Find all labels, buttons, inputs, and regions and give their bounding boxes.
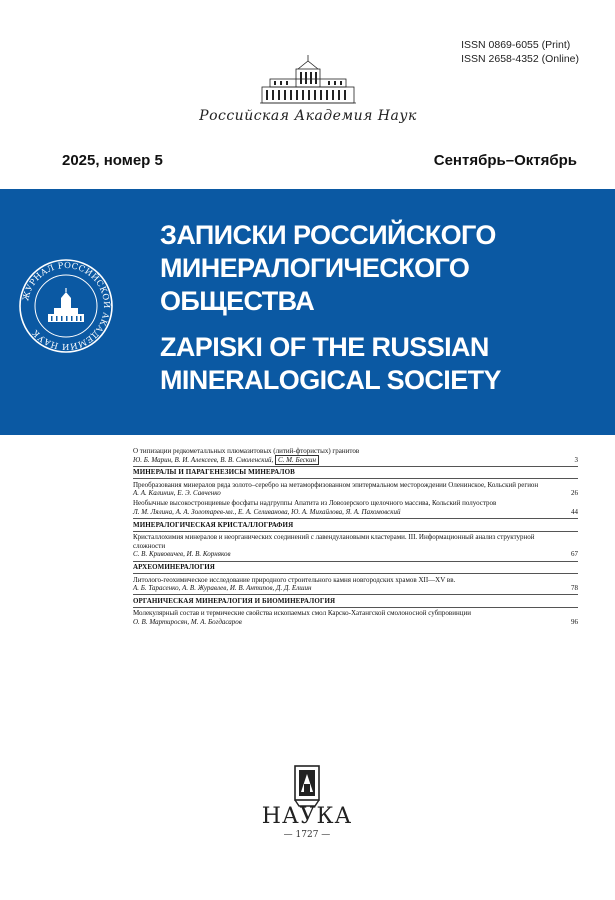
- journal-title-en: [160, 331, 501, 397]
- toc-article-authors: А. Б. Тарасенко, А. В. Журавлев, И. В. Антипов, Д. Д. Елшин: [133, 584, 312, 593]
- title-ru-line-2: МИНЕРАЛОГИЧЕСКОГО: [160, 253, 470, 283]
- issn-online: ISSN 2658-4352 (Online): [461, 53, 579, 65]
- toc-article-title: Необычные высокостронциевые фосфаты надгруппы Апатита из Ловозерского щелочного массива, Кольский полуостров: [133, 499, 497, 508]
- toc-article-title: Молекулярный состав и термические свойства ископаемых смол Карско-Хатангской смолоносной субпровинции: [133, 609, 471, 618]
- toc-divider: [133, 573, 578, 574]
- toc-article-authors: С. В. Кривовичев, И. В. Корняков: [133, 550, 231, 559]
- toc-section-heading: МИНЕРАЛОГИЧЕСКАЯ КРИСТАЛЛОГРАФИЯ: [133, 520, 294, 529]
- toc-article-authors: О. В. Мартиросян, М. А. Богдасаров: [133, 618, 242, 626]
- toc-divider: [133, 518, 578, 519]
- building-icon: [258, 55, 358, 107]
- toc-page-number: 44: [571, 508, 578, 517]
- toc-article[interactable]: [133, 576, 578, 593]
- issn-block: [461, 38, 579, 66]
- issue-number: 2025, номер 5: [62, 152, 163, 169]
- nauka-logo-icon: [287, 762, 327, 808]
- toc-divider: [133, 466, 578, 467]
- toc-divider: [133, 594, 578, 595]
- toc-page-number: 3: [574, 455, 578, 464]
- toc-section-heading: ОРГАНИЧЕСКАЯ МИНЕРАЛОГИЯ И БИОМИНЕРАЛОГИЯ: [133, 596, 336, 605]
- toc-article[interactable]: [133, 533, 578, 559]
- toc-article-authors: Ю. Б. Марин, В. И. Алексеев, В. В. Смоленский, С. М. Бескин: [133, 456, 550, 465]
- toc-page-number: 26: [571, 489, 578, 498]
- title-en-line-1: ZAPISKI OF THE RUSSIAN: [160, 332, 489, 362]
- toc-article[interactable]: [133, 609, 578, 626]
- toc-author-boxed: С. М. Бескин: [275, 455, 319, 465]
- toc-divider: [133, 531, 578, 532]
- toc-section-heading: МИНЕРАЛЫ И ПАРАГЕНЕЗИСЫ МИНЕРАЛОВ: [133, 468, 295, 477]
- toc-article-authors: А. А. Калинин, Е. Э. Савченко: [133, 489, 221, 498]
- toc-article-title: О типизации редкометалльных плюмазитовых (литий-фтористых) гранитов: [133, 447, 360, 455]
- toc-divider: [133, 478, 578, 479]
- toc-section-heading: АРХЕОМИНЕРАЛОГИЯ: [133, 563, 215, 572]
- nauka-year: — 1727 —: [283, 830, 331, 840]
- svg-text:ЖУРНАЛ РОССИЙСКОЙ АКАДЕМИИ НАУ: ЖУРНАЛ РОССИЙСКОЙ АКАДЕМИИ НАУК: [20, 259, 113, 353]
- title-ru-line-3: ОБЩЕСТВА: [160, 286, 315, 316]
- toc-article-title: Литолого-геохимическое исследование природного строительного камня новгородских храмов XII—XV вв.: [133, 575, 456, 584]
- toc-article[interactable]: [133, 481, 578, 498]
- toc-article-title: Кристаллохимия минералов и неорганических соединений с лавендулановыми кластерами. III. Информационный анализ структурной сложности: [133, 533, 535, 550]
- nauka-name: НАУКА: [261, 804, 353, 829]
- toc-divider: [133, 561, 578, 562]
- toc-page-number: 78: [571, 584, 578, 593]
- toc-page-number: 67: [571, 550, 578, 559]
- issue-period: Сентябрь–Октябрь: [433, 152, 577, 169]
- toc-article-authors: Л. М. Лялина, А. А. Золотарев-мл., Е. А. Селиванова, Ю. А. Михайлова, Я. А. Пахомовский: [133, 508, 401, 517]
- title-en-line-2: MINERALOGICAL SOCIETY: [160, 365, 501, 395]
- publisher-logo-text: Российская Академия Наук: [199, 108, 417, 124]
- title-ru-line-1: ЗАПИСКИ РОССИЙСКОГО: [160, 220, 496, 250]
- issn-print: ISSN 0869-6055 (Print): [461, 39, 571, 51]
- toc-article-title: Преобразования минералов ряда золото–серебро на метаморфизованном эпитермальном месторождении Оленинское, Кольский регион: [133, 480, 539, 489]
- toc-page-number: 96: [571, 618, 578, 626]
- toc-divider: [133, 607, 578, 608]
- toc-article[interactable]: [133, 447, 578, 464]
- journal-title-ru: [160, 219, 496, 318]
- journal-emblem-icon: [18, 258, 114, 354]
- toc-article[interactable]: [133, 499, 578, 516]
- table-of-contents: [133, 447, 578, 628]
